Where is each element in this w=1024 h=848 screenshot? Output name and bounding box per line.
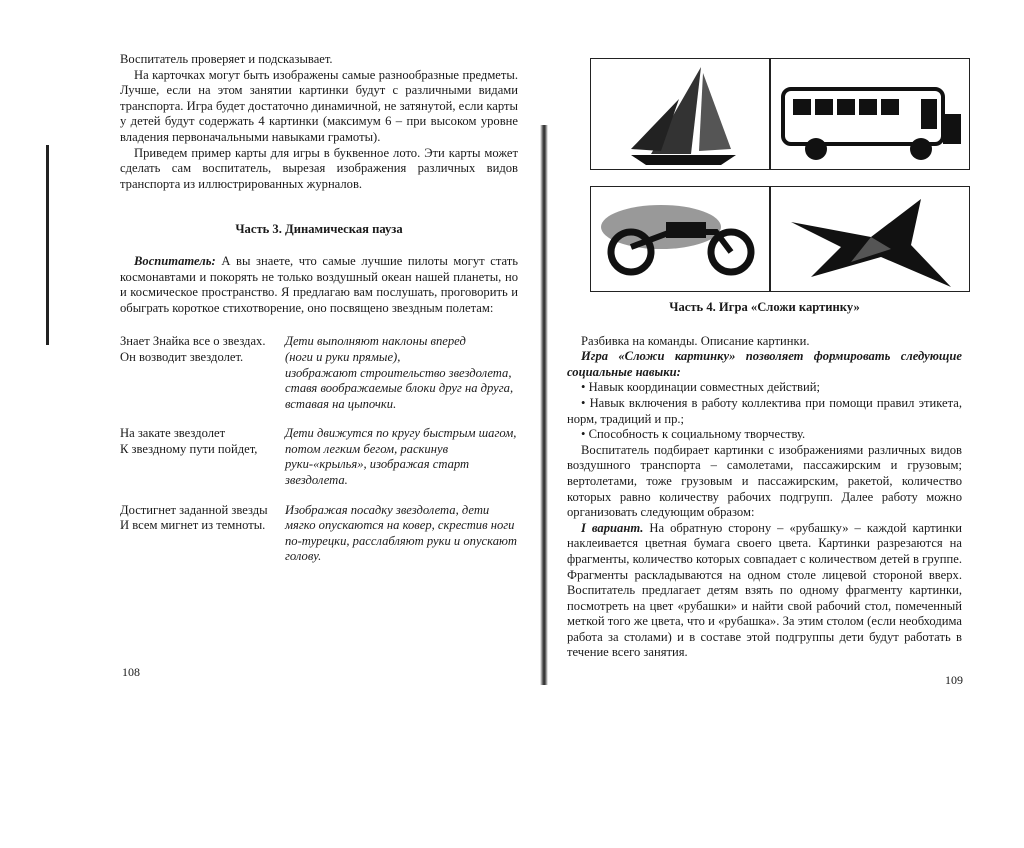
action: Изображая посадку звездолета, дети мягко опускаются на ковер, скрестив ноги по-турецки, расслабляют руки и опускают голову. (285, 502, 517, 564)
action: Дети движутся по кругу быстрым шагом, потом легким бегом, раскинув руки-«крылья», изображая старт звездолета. (285, 426, 517, 488)
page-number: 109 (945, 673, 963, 687)
sailboat-picture (590, 58, 770, 170)
motorcycle-icon (591, 187, 769, 291)
paragraph: Воспитатель подбирает картинки с изображениями различных видов воздушного транспорта – самолетами, пассажирским и грузовым; вертолетами, тоже грузовым и пассажирским, ракетой, количество которых равно количеству рабочих подгрупп. Далее работу можно организовать следующим образом: (567, 442, 962, 520)
skills-list (567, 380, 962, 442)
page-number: 108 (122, 665, 140, 679)
poem (120, 334, 518, 565)
paragraph: Игра «Сложи картинку» позволяет формировать следующие социальные навыки: (567, 349, 962, 379)
list-item-text: Способность к социальному творчеству. (588, 427, 806, 442)
left-page (120, 52, 518, 579)
poem-stanza (120, 503, 518, 565)
paragraph: Воспитатель проверяет и подсказывает. (120, 52, 333, 66)
verse: На закате звездолет К звездному пути пойдет, (120, 426, 258, 456)
list-item: • Навык включения в работу коллектива при помощи правил этикета, норм, традиций и пр.; (567, 395, 963, 426)
paragraph-text: На обратную сторону – «рубашку» – каждой картинки наклеивается цветная бумага своего цвета. Картинки разрезаются на фрагменты, количество которых совпадает с количеством детей в группе. Фрагменты раскладываются на одном столе лицевой стороной вверх. Воспитатель предлагает детям взять по одному фрагменту картинки, посмотреть на цвет «рубашки» и найти свой рабочий стол, помеченный меткой того же цвета, что и «рубашка». За этим столом (если необходима работа за столами) и в составе этой подгруппы дети будут работать в течение всего занятия. (567, 520, 962, 660)
variant-label: I вариант. (581, 520, 644, 535)
list-item: • Способность к социальному творчеству. (581, 427, 806, 442)
paragraph-text: А вы знаете, что самые лучшие пилоты могут стать космонавтами и покорять не только воздушный океан нашей планеты, но и космическое пространство. Я предлагаю вам послушать, проговорить и обыграть короткое стихотворение, оно посвящено звездным полетам: (120, 253, 518, 315)
book-spine-shadow (540, 125, 548, 685)
sailboat-icon (591, 59, 769, 169)
list-item-text: Навык включения в работу коллектива при помощи правил этикета, норм, традиций и пр.; (567, 395, 963, 426)
paragraph: Приведем пример карты для игры в буквенное лото. Эти карты может сделать сам воспитатель, вырезая изображения различных видов транспорта из иллюстрированных журналов. (120, 145, 518, 191)
poem-stanza (120, 334, 518, 412)
poem-stanza (120, 426, 518, 488)
motorcycle-picture (590, 186, 770, 292)
bus-picture (770, 58, 970, 170)
list-item-text: Навык координации совместных действий; (588, 380, 820, 395)
section-heading: Часть 4. Игра «Сложи картинку» (669, 300, 860, 314)
scan-artifact (46, 145, 49, 345)
paragraph (567, 521, 962, 661)
bus-icon (771, 59, 969, 169)
list-item: • Навык координации совместных действий; (581, 380, 820, 395)
paragraph: На карточках могут быть изображены самые разнообразные предметы. Лучше, если на этом занятии картинки будут с различными видами транспорта. Игра будет достаточно динамичной, не затянутой, если карты у детей будут содержать 4 картинки (максимум 6 – при высоком уровне владения первоначальными навыками грамоты). (120, 67, 518, 144)
action: Дети выполняют наклоны вперед (ноги и руки прямые), изображают строительство звездолета, ставя воображаемые блоки друг на друга, вставая на цыпочки. (285, 334, 514, 411)
right-page (567, 300, 962, 661)
airplane-icon (771, 187, 969, 291)
section-heading: Часть 3. Динамическая пауза (235, 222, 403, 237)
verse: Знает Знайка все о звездах. Он возводит звездолет. (120, 334, 266, 364)
paragraph (120, 254, 518, 316)
speaker-label: Воспитатель: (134, 253, 216, 268)
airplane-picture (770, 186, 970, 292)
paragraph: Разбивка на команды. Описание картинки. (581, 333, 810, 348)
verse: Достигнет заданной звезды И всем мигнет из темноты. (120, 502, 268, 533)
